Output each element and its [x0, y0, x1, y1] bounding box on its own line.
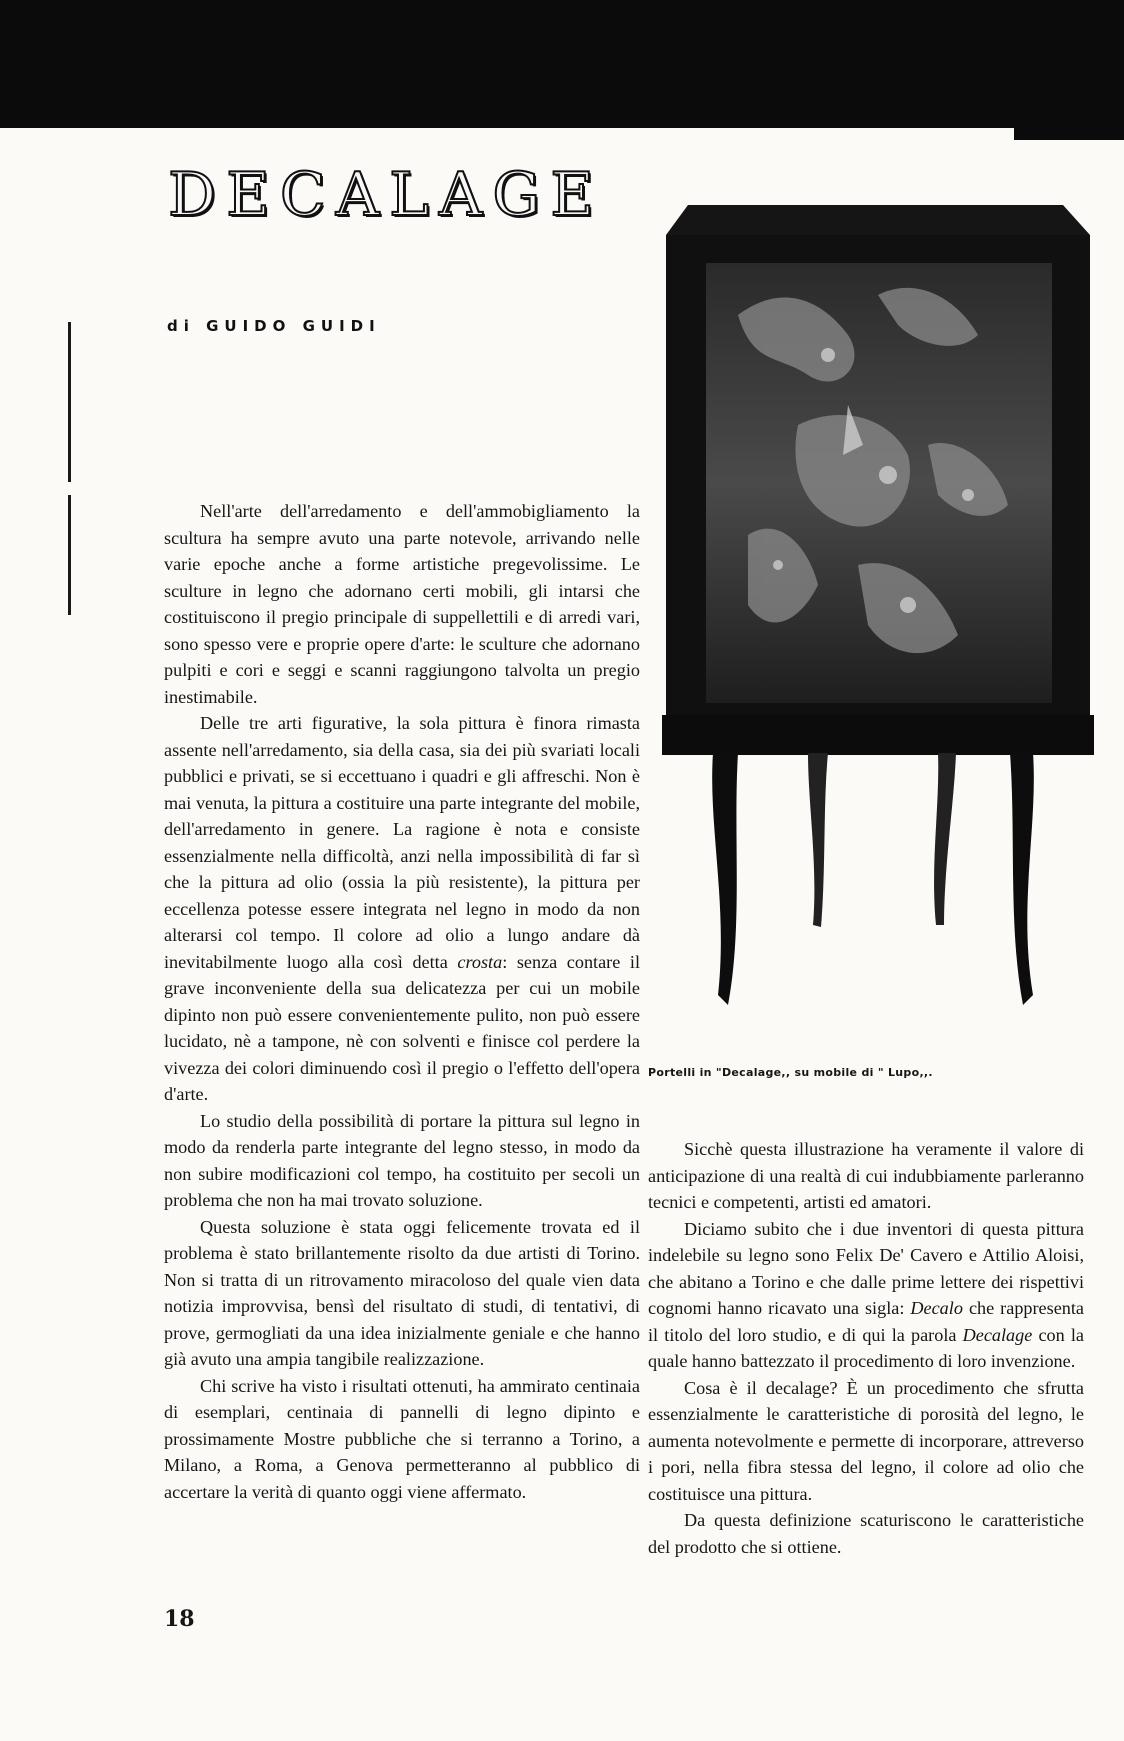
paragraph: Cosa è il decalage? È un procedimento che sfrutta essenzialmente le caratteristiche di porosità del legno, le aumenta notevolmente e permette di incorporare, attreverso i pori, nella fibra stessa del legno, il colore ad olio che costituisce una pittura.: [648, 1377, 1084, 1504]
page-number: 18: [164, 1606, 195, 1632]
paragraph: Chi scrive ha visto i risultati ottenuti, ha ammirato centinaia di esemplari, centinaia di pannelli di legno dipinto e prossimamente Mostre pubbliche che si terranno a Torino, a Milano, a Roma, a Genova permetteranno al pubblico di accertare la verità di quanto oggi viene affermato.: [164, 1375, 640, 1502]
paragraph: Da questa definizione scaturiscono le caratteristiche del prodotto che si ottiene.: [648, 1510, 1084, 1557]
paragraph: Diciamo subito che i due inventori di questa pittura indelebile su legno sono Felix De' Cavero e Attilio Aloisi, che abitano a Torino e che dalle prime lettere dei rispettivi cognomi hanno ricavato una sigla: Decalo che rappresenta il titolo del loro studio, e di qui la parola Decalage con la quale hanno battezzato il procedimento di loro invenzione.: [648, 1218, 1085, 1371]
paragraph: Sicchè questa illustrazione ha veramente il valore di anticipazione di una realtà di cui indubbiamente parleranno tecnici e competenti, artisti ed amatori.: [648, 1139, 1084, 1212]
paragraph: Questa soluzione è stata oggi felicemente trovata ed il problema è stato brillantemente risolto da due artisti di Torino. Non si tratta di un ritrovamento miracoloso del quale vien data notizia improvvisa, bensì del risultato di studi, di tentativi, di prove, germogliati da una idea inizialmente geniale e che hanno già avuto una ampia tangibile realizzazione.: [164, 1216, 640, 1369]
left-margin-rule: [68, 495, 71, 615]
paragraph: Delle tre arti figurative, la sola pittura è finora rimasta assente nell'arredamento, sia della casa, sia dei più svariati locali pubblici e privati, se si eccettuano i quadri e gli affreschi. Non è mai venuta, la pittura a costituire una parte integrante del mobile, dell'arredamento in genere. La ragione è nota e consiste essenzialmente nella difficoltà, anzi nella impossibilità di far sì che la pittura ad olio (ossia la più resistente), la pittura per eccellenza potesse essere integrata nel legno in modo da non alterarsi col tempo. Il colore ad olio a lungo andare dà inevitabilmente luogo alla così detta crosta: senza contare il grave inconveniente della sua delicatezza per cui un mobile dipinto non può essere convenientemente pulito, non può essere lucidato, nè a tampone, nè con solventi e finisce col perdere la vivezza dei colori diminuendo così il pregio o l'effetto dell'opera d'arte.: [164, 713, 641, 1104]
byline: di GUIDO GUIDI: [167, 317, 381, 335]
left-margin-rule: [68, 322, 71, 482]
right-text-column: [648, 1136, 1084, 1560]
article-title: DECALAGE: [168, 160, 605, 230]
top-black-band: [0, 0, 1124, 128]
paragraph: Lo studio della possibilità di portare la pittura sul legno in modo da renderla parte integrante del legno stesso, in modo da non subire modificazioni col tempo, ha costituito per secoli un problema che non ha mai trovato soluzione.: [164, 1110, 640, 1210]
painted-cabinet-photo: [658, 205, 1098, 1050]
paragraph: Nell'arte dell'arredamento e dell'ammobigliamento la scultura ha sempre avuto una parte notevole, arrivando nelle varie epoche anche a forme artistiche pregevolissime. Le sculture in legno che adornano certi mobili, gli intarsi che costituiscono il pregio principale di suppellettili e di arredi vari, sono spesso vere e proprie opere d'arte: le sculture che adornano pulpiti e cori e seggi e scanni raggiungono talvolta un pregio inestimabile.: [164, 501, 640, 707]
top-band-step: [1014, 118, 1124, 140]
image-caption: Portelli in "Decalage,, su mobile di " Lupo,,.: [648, 1066, 933, 1079]
left-text-column: [164, 498, 640, 1505]
